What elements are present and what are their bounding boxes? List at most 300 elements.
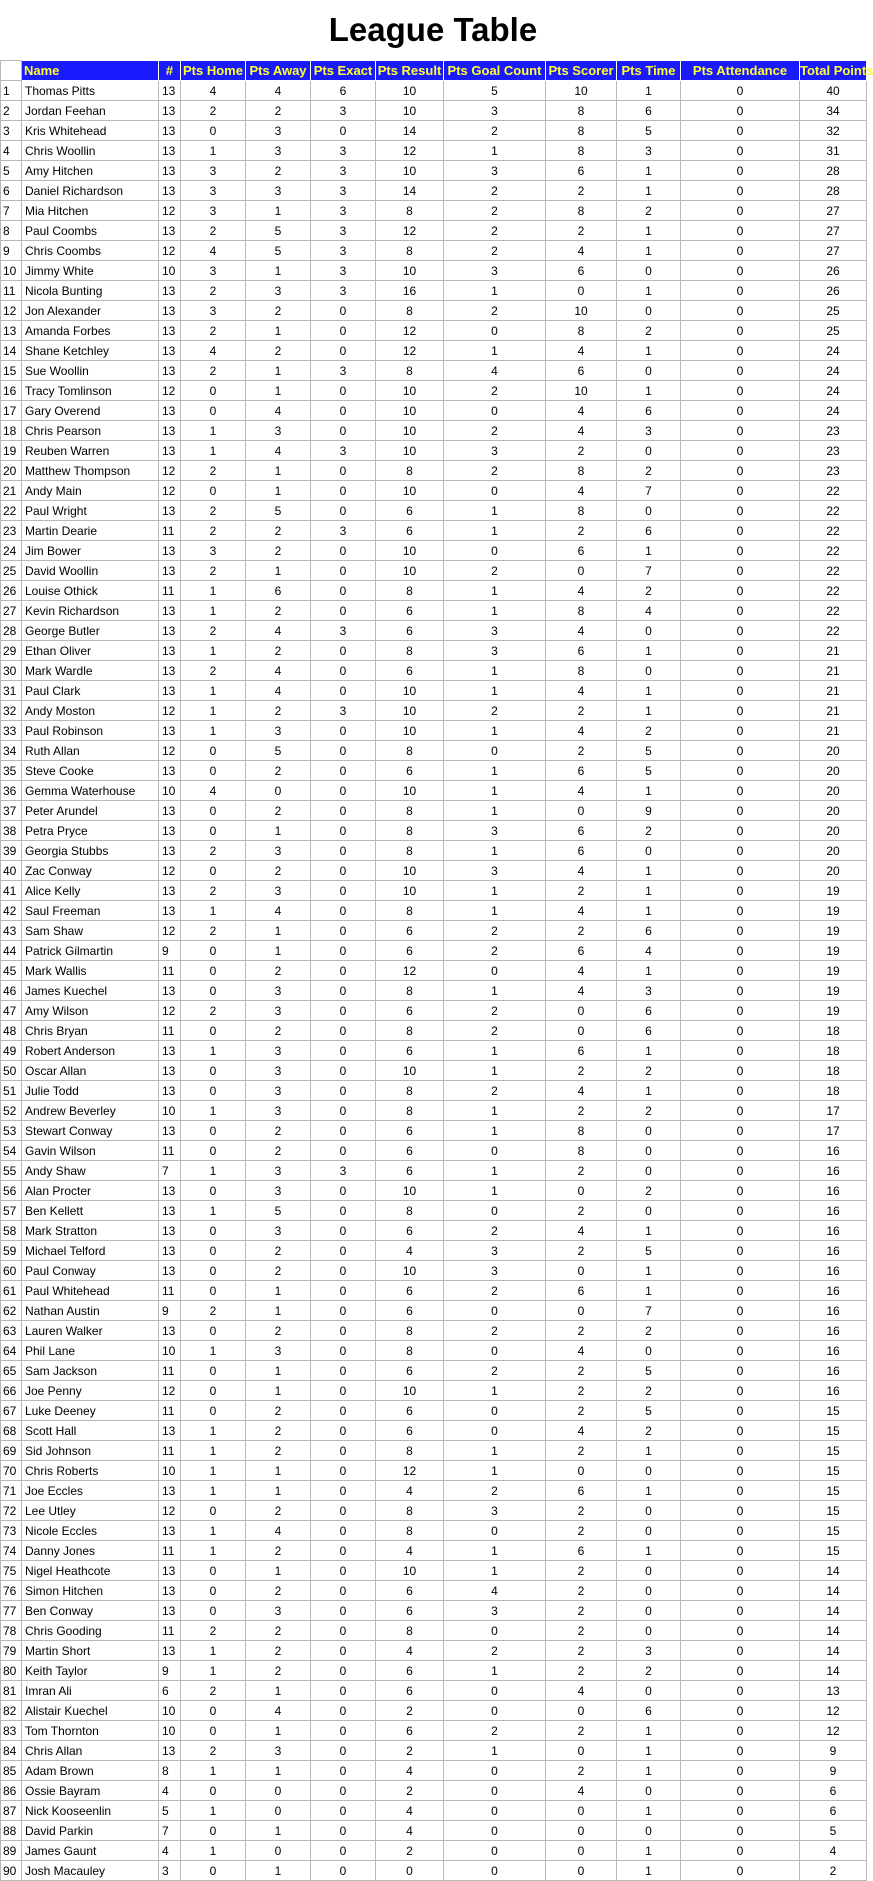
total-points-cell: 9 bbox=[800, 1761, 867, 1781]
total-points-cell: 14 bbox=[800, 1581, 867, 1601]
pts-away-cell: 1 bbox=[246, 1681, 311, 1701]
pts-attendance-cell: 0 bbox=[681, 821, 800, 841]
pts-attendance-cell: 0 bbox=[681, 1741, 800, 1761]
pts-exact-cell: 0 bbox=[311, 1681, 376, 1701]
table-row bbox=[1, 1361, 867, 1381]
pts-result-cell: 10 bbox=[376, 1261, 444, 1281]
pts-result-cell: 10 bbox=[376, 1181, 444, 1201]
pts-time-cell: 0 bbox=[617, 1621, 681, 1641]
pts-time-cell: 1 bbox=[617, 701, 681, 721]
rank-cell: 90 bbox=[1, 1861, 22, 1881]
pts-home-cell: 0 bbox=[181, 1381, 246, 1401]
name-cell: Amy Wilson bbox=[22, 1001, 159, 1021]
total-points-cell: 19 bbox=[800, 881, 867, 901]
total-points-cell: 21 bbox=[800, 701, 867, 721]
table-row bbox=[1, 1561, 867, 1581]
pts-exact-cell: 0 bbox=[311, 1581, 376, 1601]
pts-result-cell: 10 bbox=[376, 1061, 444, 1081]
pts-scorer-cell: 10 bbox=[546, 381, 617, 401]
pts-goal-count-cell: 3 bbox=[444, 1601, 546, 1621]
rank-cell: 4 bbox=[1, 141, 22, 161]
played-cell: 13 bbox=[159, 661, 181, 681]
pts-goal-count-cell: 0 bbox=[444, 321, 546, 341]
played-cell: 12 bbox=[159, 1501, 181, 1521]
pts-home-cell: 0 bbox=[181, 1121, 246, 1141]
table-row bbox=[1, 141, 867, 161]
total-points-cell: 20 bbox=[800, 841, 867, 861]
played-cell: 10 bbox=[159, 781, 181, 801]
pts-time-cell: 0 bbox=[617, 841, 681, 861]
pts-exact-cell: 0 bbox=[311, 1461, 376, 1481]
pts-exact-cell: 3 bbox=[311, 141, 376, 161]
played-cell: 13 bbox=[159, 121, 181, 141]
pts-attendance-cell: 0 bbox=[681, 1401, 800, 1421]
name-cell: Mia Hitchen bbox=[22, 201, 159, 221]
pts-home-cell: 0 bbox=[181, 1261, 246, 1281]
total-points-cell: 16 bbox=[800, 1141, 867, 1161]
rank-cell: 25 bbox=[1, 561, 22, 581]
played-cell: 13 bbox=[159, 1561, 181, 1581]
rank-cell: 50 bbox=[1, 1061, 22, 1081]
played-cell: 12 bbox=[159, 921, 181, 941]
pts-result-cell: 10 bbox=[376, 261, 444, 281]
total-points-cell: 15 bbox=[800, 1541, 867, 1561]
pts-result-cell: 10 bbox=[376, 401, 444, 421]
pts-attendance-cell: 0 bbox=[681, 641, 800, 661]
table-row bbox=[1, 761, 867, 781]
pts-result-cell: 8 bbox=[376, 1101, 444, 1121]
total-points-cell: 15 bbox=[800, 1441, 867, 1461]
pts-away-cell: 2 bbox=[246, 761, 311, 781]
pts-exact-cell: 0 bbox=[311, 541, 376, 561]
pts-away-cell: 1 bbox=[246, 1281, 311, 1301]
played-cell: 11 bbox=[159, 1401, 181, 1421]
pts-attendance-cell: 0 bbox=[681, 721, 800, 741]
pts-time-cell: 0 bbox=[617, 1821, 681, 1841]
pts-home-cell: 0 bbox=[181, 1061, 246, 1081]
pts-home-cell: 0 bbox=[181, 401, 246, 421]
pts-result-cell: 8 bbox=[376, 581, 444, 601]
played-cell: 13 bbox=[159, 981, 181, 1001]
played-cell: 12 bbox=[159, 461, 181, 481]
played-cell: 13 bbox=[159, 901, 181, 921]
played-cell: 13 bbox=[159, 401, 181, 421]
pts-scorer-cell: 8 bbox=[546, 141, 617, 161]
pts-goal-count-cell: 2 bbox=[444, 201, 546, 221]
pts-time-cell: 1 bbox=[617, 1281, 681, 1301]
pts-exact-cell: 0 bbox=[311, 1081, 376, 1101]
pts-away-cell: 2 bbox=[246, 641, 311, 661]
pts-result-cell: 6 bbox=[376, 501, 444, 521]
rank-cell: 46 bbox=[1, 981, 22, 1001]
table-row bbox=[1, 1081, 867, 1101]
table-row bbox=[1, 1761, 867, 1781]
pts-home-cell: 3 bbox=[181, 161, 246, 181]
pts-time-cell: 6 bbox=[617, 521, 681, 541]
name-cell: Shane Ketchley bbox=[22, 341, 159, 361]
pts-goal-count-cell: 1 bbox=[444, 801, 546, 821]
pts-time-cell: 1 bbox=[617, 961, 681, 981]
pts-exact-cell: 0 bbox=[311, 1601, 376, 1621]
pts-time-cell: 2 bbox=[617, 581, 681, 601]
name-cell: Paul Conway bbox=[22, 1261, 159, 1281]
pts-scorer-cell: 0 bbox=[546, 1021, 617, 1041]
pts-scorer-cell: 0 bbox=[546, 1821, 617, 1841]
pts-exact-cell: 0 bbox=[311, 841, 376, 861]
pts-scorer-cell: 2 bbox=[546, 881, 617, 901]
pts-home-cell: 2 bbox=[181, 1301, 246, 1321]
pts-away-cell: 2 bbox=[246, 701, 311, 721]
rank-cell: 63 bbox=[1, 1321, 22, 1341]
pts-attendance-cell: 0 bbox=[681, 1681, 800, 1701]
pts-goal-count-cell: 2 bbox=[444, 1281, 546, 1301]
total-points-cell: 19 bbox=[800, 901, 867, 921]
pts-goal-count-cell: 1 bbox=[444, 841, 546, 861]
pts-attendance-cell: 0 bbox=[681, 561, 800, 581]
pts-result-cell: 6 bbox=[376, 1141, 444, 1161]
pts-home-cell: 0 bbox=[181, 801, 246, 821]
pts-home-cell: 2 bbox=[181, 661, 246, 681]
pts-scorer-cell: 4 bbox=[546, 681, 617, 701]
played-cell: 13 bbox=[159, 681, 181, 701]
played-cell: 12 bbox=[159, 481, 181, 501]
pts-time-cell: 0 bbox=[617, 1121, 681, 1141]
pts-away-cell: 5 bbox=[246, 1201, 311, 1221]
total-points-cell: 34 bbox=[800, 101, 867, 121]
total-points-cell: 21 bbox=[800, 721, 867, 741]
pts-exact-cell: 3 bbox=[311, 621, 376, 641]
pts-goal-count-cell: 2 bbox=[444, 421, 546, 441]
pts-goal-count-cell: 1 bbox=[444, 1541, 546, 1561]
name-cell: Peter Arundel bbox=[22, 801, 159, 821]
name-cell: Jordan Feehan bbox=[22, 101, 159, 121]
pts-exact-cell: 3 bbox=[311, 201, 376, 221]
table-row bbox=[1, 941, 867, 961]
rank-cell: 39 bbox=[1, 841, 22, 861]
pts-scorer-cell: 2 bbox=[546, 1621, 617, 1641]
rank-cell: 87 bbox=[1, 1801, 22, 1821]
pts-exact-cell: 0 bbox=[311, 1741, 376, 1761]
pts-home-cell: 2 bbox=[181, 1621, 246, 1641]
pts-home-cell: 0 bbox=[181, 381, 246, 401]
pts-away-cell: 1 bbox=[246, 1301, 311, 1321]
rank-cell: 85 bbox=[1, 1761, 22, 1781]
total-points-cell: 4 bbox=[800, 1841, 867, 1861]
pts-exact-cell: 0 bbox=[311, 1041, 376, 1061]
pts-goal-count-cell: 1 bbox=[444, 521, 546, 541]
pts-time-cell: 2 bbox=[617, 461, 681, 481]
table-row bbox=[1, 661, 867, 681]
name-cell: Adam Brown bbox=[22, 1761, 159, 1781]
table-row bbox=[1, 81, 867, 101]
pts-goal-count-cell: 1 bbox=[444, 141, 546, 161]
pts-time-cell: 1 bbox=[617, 781, 681, 801]
rank-cell: 32 bbox=[1, 701, 22, 721]
pts-scorer-cell: 0 bbox=[546, 801, 617, 821]
table-row bbox=[1, 121, 867, 141]
total-points-cell: 17 bbox=[800, 1101, 867, 1121]
played-cell: 12 bbox=[159, 241, 181, 261]
pts-home-cell: 0 bbox=[181, 1581, 246, 1601]
pts-goal-count-cell: 3 bbox=[444, 641, 546, 661]
rank-cell: 54 bbox=[1, 1141, 22, 1161]
pts-away-cell: 3 bbox=[246, 281, 311, 301]
pts-time-cell: 0 bbox=[617, 1461, 681, 1481]
table-row bbox=[1, 1241, 867, 1261]
pts-home-cell: 3 bbox=[181, 181, 246, 201]
pts-time-cell: 1 bbox=[617, 221, 681, 241]
pts-away-cell: 3 bbox=[246, 1161, 311, 1181]
pts-attendance-cell: 0 bbox=[681, 701, 800, 721]
table-row bbox=[1, 801, 867, 821]
pts-exact-cell: 3 bbox=[311, 441, 376, 461]
table-row bbox=[1, 1461, 867, 1481]
played-cell: 13 bbox=[159, 441, 181, 461]
pts-attendance-cell: 0 bbox=[681, 281, 800, 301]
pts-scorer-cell: 6 bbox=[546, 1541, 617, 1561]
total-points-cell: 14 bbox=[800, 1621, 867, 1641]
total-points-cell: 25 bbox=[800, 321, 867, 341]
pts-scorer-cell: 4 bbox=[546, 1421, 617, 1441]
pts-goal-count-cell: 1 bbox=[444, 721, 546, 741]
total-points-cell: 23 bbox=[800, 441, 867, 461]
rank-cell: 27 bbox=[1, 601, 22, 621]
rank-cell: 21 bbox=[1, 481, 22, 501]
total-points-cell: 21 bbox=[800, 641, 867, 661]
table-row bbox=[1, 1281, 867, 1301]
pts-time-cell: 1 bbox=[617, 81, 681, 101]
pts-goal-count-cell: 0 bbox=[444, 1141, 546, 1161]
pts-goal-count-cell: 0 bbox=[444, 541, 546, 561]
played-cell: 13 bbox=[159, 821, 181, 841]
total-points-cell: 14 bbox=[800, 1601, 867, 1621]
pts-home-cell: 1 bbox=[181, 601, 246, 621]
pts-scorer-cell: 2 bbox=[546, 1661, 617, 1681]
played-cell: 13 bbox=[159, 1041, 181, 1061]
rank-cell: 84 bbox=[1, 1741, 22, 1761]
name-cell: Simon Hitchen bbox=[22, 1581, 159, 1601]
pts-away-cell: 3 bbox=[246, 881, 311, 901]
table-row bbox=[1, 621, 867, 641]
name-cell: Paul Whitehead bbox=[22, 1281, 159, 1301]
pts-away-cell: 2 bbox=[246, 1541, 311, 1561]
pts-time-cell: 1 bbox=[617, 541, 681, 561]
played-cell: 11 bbox=[159, 1621, 181, 1641]
pts-home-cell: 2 bbox=[181, 281, 246, 301]
pts-attendance-cell: 0 bbox=[681, 1361, 800, 1381]
pts-home-cell: 3 bbox=[181, 541, 246, 561]
table-row bbox=[1, 1061, 867, 1081]
pts-exact-cell: 3 bbox=[311, 701, 376, 721]
table-body bbox=[1, 81, 867, 1881]
pts-home-cell: 2 bbox=[181, 1001, 246, 1021]
pts-goal-count-cell: 0 bbox=[444, 1681, 546, 1701]
pts-goal-count-cell: 1 bbox=[444, 1121, 546, 1141]
table-row bbox=[1, 1661, 867, 1681]
table-row bbox=[1, 641, 867, 661]
pts-attendance-cell: 0 bbox=[681, 861, 800, 881]
played-cell: 7 bbox=[159, 1161, 181, 1181]
pts-scorer-cell: 6 bbox=[546, 361, 617, 381]
played-cell: 13 bbox=[159, 601, 181, 621]
pts-away-cell: 4 bbox=[246, 1521, 311, 1541]
pts-result-cell: 6 bbox=[376, 921, 444, 941]
total-points-cell: 19 bbox=[800, 1001, 867, 1021]
played-cell: 11 bbox=[159, 1141, 181, 1161]
pts-exact-cell: 0 bbox=[311, 1481, 376, 1501]
total-points-cell: 19 bbox=[800, 961, 867, 981]
pts-result-cell: 6 bbox=[376, 1601, 444, 1621]
table-row bbox=[1, 1841, 867, 1861]
name-cell: Ethan Oliver bbox=[22, 641, 159, 661]
table-row bbox=[1, 701, 867, 721]
pts-result-cell: 4 bbox=[376, 1761, 444, 1781]
pts-home-cell: 1 bbox=[181, 1161, 246, 1181]
pts-home-cell: 3 bbox=[181, 201, 246, 221]
pts-result-cell: 12 bbox=[376, 341, 444, 361]
pts-away-cell: 4 bbox=[246, 681, 311, 701]
rank-cell: 61 bbox=[1, 1281, 22, 1301]
pts-time-cell: 2 bbox=[617, 1381, 681, 1401]
pts-scorer-cell: 0 bbox=[546, 561, 617, 581]
pts-exact-cell: 0 bbox=[311, 1441, 376, 1461]
total-points-cell: 16 bbox=[800, 1381, 867, 1401]
pts-away-cell: 3 bbox=[246, 421, 311, 441]
pts-exact-cell: 0 bbox=[311, 1341, 376, 1361]
table-row bbox=[1, 1441, 867, 1461]
total-points-cell: 32 bbox=[800, 121, 867, 141]
total-points-cell: 28 bbox=[800, 161, 867, 181]
rank-cell: 5 bbox=[1, 161, 22, 181]
pts-attendance-cell: 0 bbox=[681, 401, 800, 421]
total-points-cell: 24 bbox=[800, 341, 867, 361]
table-row bbox=[1, 261, 867, 281]
rank-cell: 12 bbox=[1, 301, 22, 321]
pts-away-cell: 2 bbox=[246, 1441, 311, 1461]
pts-result-cell: 8 bbox=[376, 1341, 444, 1361]
pts-attendance-cell: 0 bbox=[681, 1101, 800, 1121]
pts-home-cell: 0 bbox=[181, 981, 246, 1001]
total-points-cell: 27 bbox=[800, 241, 867, 261]
pts-home-cell: 2 bbox=[181, 841, 246, 861]
pts-time-cell: 2 bbox=[617, 821, 681, 841]
pts-attendance-cell: 0 bbox=[681, 121, 800, 141]
pts-away-cell: 1 bbox=[246, 321, 311, 341]
pts-goal-count-cell: 1 bbox=[444, 1181, 546, 1201]
name-cell: Chris Pearson bbox=[22, 421, 159, 441]
name-cell: Joe Eccles bbox=[22, 1481, 159, 1501]
name-cell: Joe Penny bbox=[22, 1381, 159, 1401]
table-row bbox=[1, 441, 867, 461]
pts-result-cell: 6 bbox=[376, 1401, 444, 1421]
pts-attendance-cell: 0 bbox=[681, 1161, 800, 1181]
pts-result-cell: 6 bbox=[376, 1721, 444, 1741]
pts-attendance-cell: 0 bbox=[681, 1661, 800, 1681]
pts-goal-count-cell: 0 bbox=[444, 1861, 546, 1881]
pts-time-cell: 1 bbox=[617, 881, 681, 901]
pts-time-cell: 0 bbox=[617, 501, 681, 521]
pts-scorer-cell: 4 bbox=[546, 1341, 617, 1361]
pts-goal-count-cell: 0 bbox=[444, 401, 546, 421]
pts-exact-cell: 0 bbox=[311, 921, 376, 941]
pts-time-cell: 2 bbox=[617, 1061, 681, 1081]
table-row bbox=[1, 1861, 867, 1881]
column-header-pts-result: Pts Result bbox=[376, 61, 444, 81]
rank-cell: 34 bbox=[1, 741, 22, 761]
played-cell: 13 bbox=[159, 141, 181, 161]
pts-exact-cell: 0 bbox=[311, 661, 376, 681]
pts-attendance-cell: 0 bbox=[681, 1141, 800, 1161]
pts-time-cell: 0 bbox=[617, 1141, 681, 1161]
table-row bbox=[1, 161, 867, 181]
total-points-cell: 15 bbox=[800, 1481, 867, 1501]
pts-result-cell: 10 bbox=[376, 101, 444, 121]
pts-away-cell: 5 bbox=[246, 501, 311, 521]
played-cell: 13 bbox=[159, 101, 181, 121]
pts-result-cell: 10 bbox=[376, 781, 444, 801]
name-cell: Lauren Walker bbox=[22, 1321, 159, 1341]
pts-attendance-cell: 0 bbox=[681, 1521, 800, 1541]
pts-result-cell: 4 bbox=[376, 1541, 444, 1561]
pts-attendance-cell: 0 bbox=[681, 1421, 800, 1441]
pts-home-cell: 3 bbox=[181, 301, 246, 321]
pts-home-cell: 1 bbox=[181, 1041, 246, 1061]
total-points-cell: 14 bbox=[800, 1561, 867, 1581]
column-header-pts-scorer: Pts Scorer bbox=[546, 61, 617, 81]
pts-away-cell: 1 bbox=[246, 1361, 311, 1381]
pts-time-cell: 4 bbox=[617, 601, 681, 621]
pts-time-cell: 0 bbox=[617, 441, 681, 461]
pts-scorer-cell: 0 bbox=[546, 1841, 617, 1861]
rank-cell: 47 bbox=[1, 1001, 22, 1021]
pts-time-cell: 3 bbox=[617, 421, 681, 441]
pts-result-cell: 10 bbox=[376, 381, 444, 401]
name-cell: Nicole Eccles bbox=[22, 1521, 159, 1541]
pts-exact-cell: 0 bbox=[311, 1201, 376, 1221]
name-cell: Nigel Heathcote bbox=[22, 1561, 159, 1581]
total-points-cell: 20 bbox=[800, 801, 867, 821]
pts-away-cell: 3 bbox=[246, 1221, 311, 1241]
pts-attendance-cell: 0 bbox=[681, 1001, 800, 1021]
pts-time-cell: 1 bbox=[617, 681, 681, 701]
total-points-cell: 16 bbox=[800, 1341, 867, 1361]
pts-goal-count-cell: 2 bbox=[444, 701, 546, 721]
rank-cell: 31 bbox=[1, 681, 22, 701]
pts-away-cell: 3 bbox=[246, 1041, 311, 1061]
played-cell: 13 bbox=[159, 1421, 181, 1441]
pts-scorer-cell: 0 bbox=[546, 281, 617, 301]
pts-attendance-cell: 0 bbox=[681, 481, 800, 501]
total-points-cell: 15 bbox=[800, 1401, 867, 1421]
played-cell: 13 bbox=[159, 301, 181, 321]
pts-scorer-cell: 10 bbox=[546, 301, 617, 321]
total-points-cell: 21 bbox=[800, 661, 867, 681]
pts-exact-cell: 0 bbox=[311, 1861, 376, 1881]
played-cell: 13 bbox=[159, 1641, 181, 1661]
pts-scorer-cell: 6 bbox=[546, 761, 617, 781]
pts-exact-cell: 0 bbox=[311, 681, 376, 701]
table-row bbox=[1, 1321, 867, 1341]
played-cell: 13 bbox=[159, 501, 181, 521]
pts-home-cell: 2 bbox=[181, 881, 246, 901]
table-row bbox=[1, 1541, 867, 1561]
rank-cell: 62 bbox=[1, 1301, 22, 1321]
pts-exact-cell: 0 bbox=[311, 1261, 376, 1281]
played-cell: 12 bbox=[159, 381, 181, 401]
pts-home-cell: 1 bbox=[181, 1641, 246, 1661]
table-row bbox=[1, 841, 867, 861]
table-row bbox=[1, 861, 867, 881]
